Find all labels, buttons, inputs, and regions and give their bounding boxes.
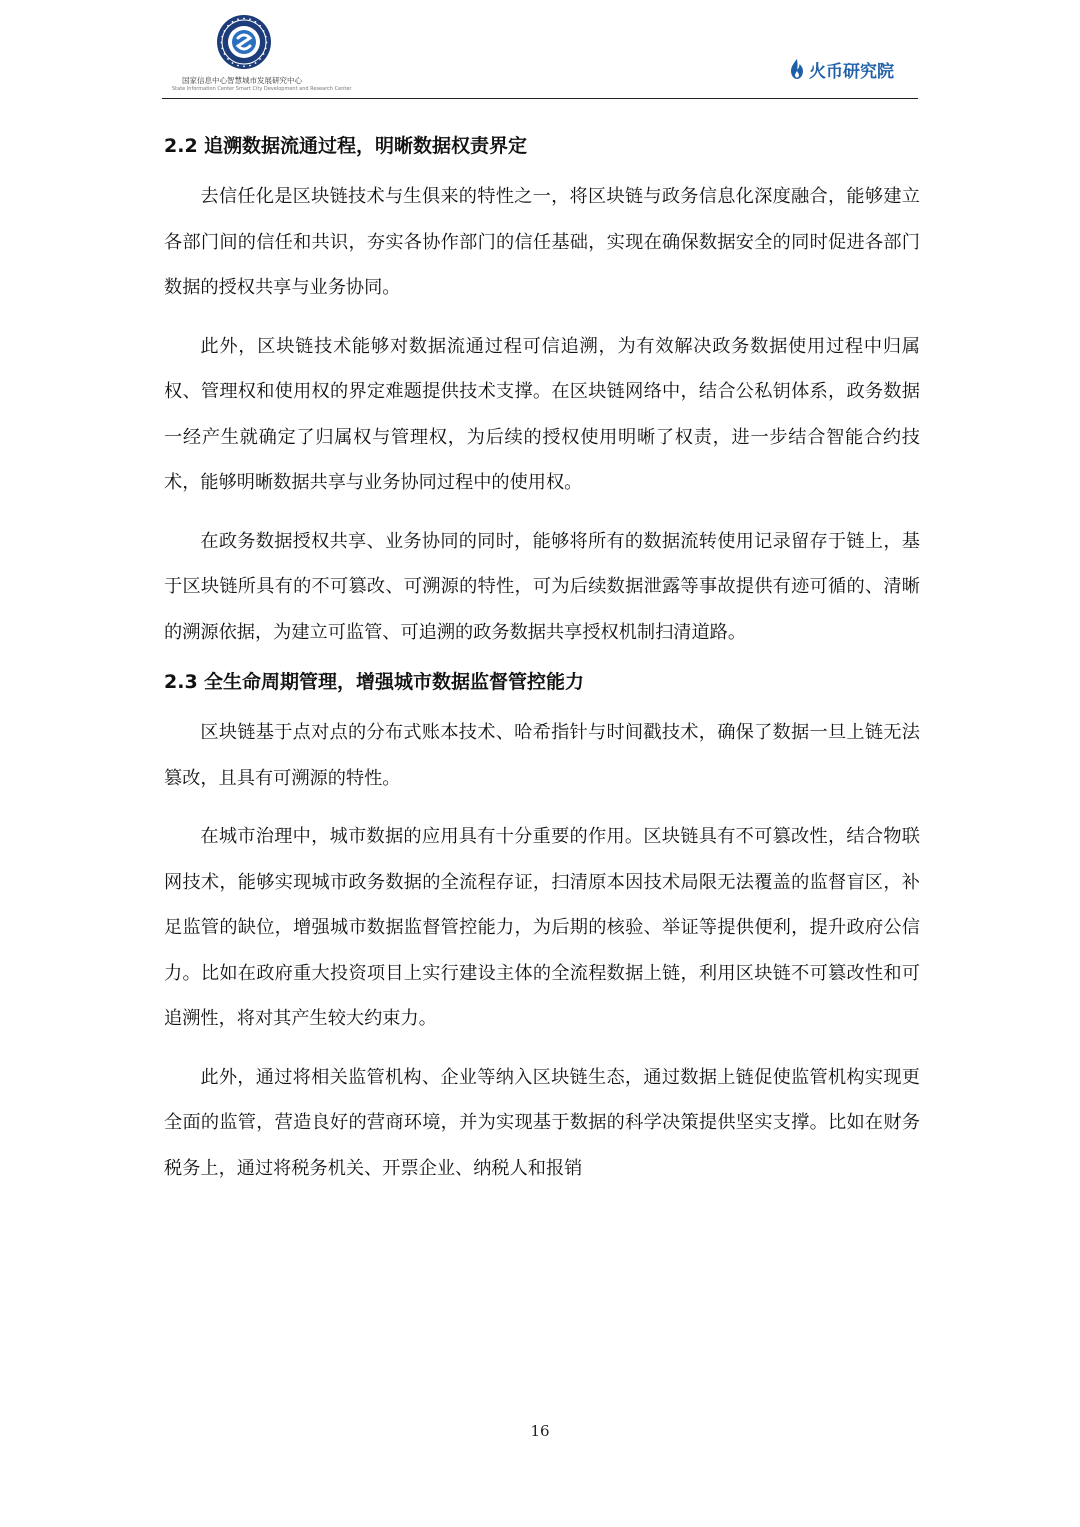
- huobi-research-logo: [789, 56, 894, 82]
- sic-logo: [172, 14, 352, 96]
- section-title: 追溯数据流通过程，明晰数据权责界定: [204, 135, 528, 157]
- body-paragraph: 此外，区块链技术能够对数据流通过程可信追溯，为有效解决政务数据使用过程中归属权、管理权和使用权的界定难题提供技术支撑。在区块链网络中，结合公私钥体系，政务数据一经产生就确定了归属权与管理权，为后续的授权使用明晰了权责，进一步结合智能合约技术，能够明晰数据共享与业务协同过程中的使用权。: [164, 335, 920, 493]
- section-heading: [164, 668, 920, 696]
- page-header: [0, 0, 1080, 100]
- sic-seal-icon: [216, 14, 272, 70]
- body-paragraph: 去信任化是区块链技术与生俱来的特性之一，将区块链与政务信息化深度融合，能够建立各部门间的信任和共识，夯实各协作部门的信任基础，实现在确保数据安全的同时促进各部门数据的授权共享与业务协同。: [164, 186, 920, 298]
- body-paragraph: 在城市治理中，城市数据的应用具有十分重要的作用。区块链具有不可篡改性，结合物联网技术，能够实现城市政务数据的全流程存证，扫清原本因技术局限无法覆盖的监督盲区，补足监管的缺位，增强城市数据监督管控能力，为后期的核验、举证等提供便利，提升政府公信力。比如在政府重大投资项目上实行建设主体的全流程数据上链，利用区块链不可篡改性和可追溯性，将对其产生较大约束力。: [164, 826, 920, 1029]
- header-divider: [162, 98, 918, 99]
- sic-logo-subtitle: State Information Center Smart City Development and Research Center: [172, 86, 352, 92]
- sic-logo-name: 国家信息中心智慧城市发展研究中心: [182, 76, 302, 85]
- section-heading: [164, 132, 920, 160]
- section-title: 全生命周期管理，增强城市数据监督管控能力: [204, 671, 585, 693]
- section-number: 2.2: [164, 135, 198, 157]
- flame-icon: [789, 58, 805, 80]
- body-paragraph: 在政务数据授权共享、业务协同的同时，能够将所有的数据流转使用记录留存于链上，基于区块链所具有的不可篡改、可溯源的特性，可为后续数据泄露等事故提供有迹可循的、清晰的溯源依据，为建立可监管、可追溯的政务数据共享授权机制扫清道路。: [164, 530, 920, 643]
- huobi-research-name: 火币研究院: [809, 61, 894, 82]
- body-paragraph: 此外，通过将相关监管机构、企业等纳入区块链生态，通过数据上链促使监管机构实现更全面的监管，营造良好的营商环境，并为实现基于数据的科学决策提供坚实支撑。比如在财务税务上，通过将税务机关、开票企业、纳税人和报销: [164, 1066, 920, 1179]
- section-number: 2.3: [164, 671, 198, 693]
- page-number: 16: [530, 1422, 550, 1440]
- body-paragraph: 区块链基于点对点的分布式账本技术、哈希指针与时间戳技术，确保了数据一旦上链无法篡改，且具有可溯源的特性。: [164, 722, 920, 789]
- document-body: [164, 120, 920, 1204]
